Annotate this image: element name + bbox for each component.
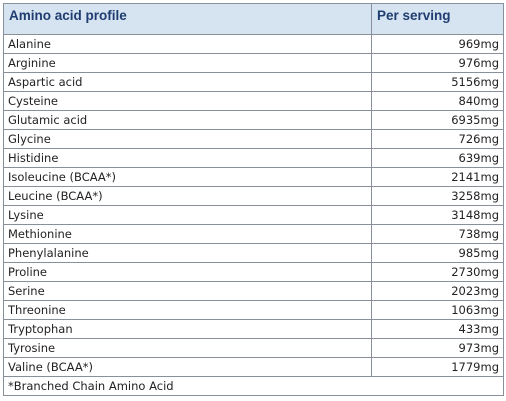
table-row bbox=[4, 339, 504, 358]
amino-acid-name: Cysteine bbox=[4, 92, 372, 111]
amino-acid-table-container bbox=[3, 3, 503, 396]
amount-per-serving: 2730mg bbox=[372, 263, 504, 282]
amino-acid-name: Methionine bbox=[4, 225, 372, 244]
table-row bbox=[4, 35, 504, 54]
footnote-row bbox=[4, 377, 504, 396]
amino-acid-table bbox=[3, 3, 504, 396]
table-row bbox=[4, 244, 504, 263]
table-row bbox=[4, 168, 504, 187]
amount-per-serving: 969mg bbox=[372, 35, 504, 54]
amino-acid-name: Threonine bbox=[4, 301, 372, 320]
amino-acid-name: Isoleucine (BCAA*) bbox=[4, 168, 372, 187]
amount-per-serving: 985mg bbox=[372, 244, 504, 263]
amino-acid-name: Glutamic acid bbox=[4, 111, 372, 130]
header-amino-acid-profile: Amino acid profile bbox=[4, 4, 372, 35]
table-row bbox=[4, 187, 504, 206]
amino-acid-name: Arginine bbox=[4, 54, 372, 73]
amino-acid-name: Serine bbox=[4, 282, 372, 301]
table-row bbox=[4, 301, 504, 320]
table-row bbox=[4, 111, 504, 130]
amino-acid-name: Tyrosine bbox=[4, 339, 372, 358]
table-row bbox=[4, 130, 504, 149]
table-row bbox=[4, 282, 504, 301]
table-row bbox=[4, 149, 504, 168]
table-row bbox=[4, 358, 504, 377]
amount-per-serving: 1779mg bbox=[372, 358, 504, 377]
amount-per-serving: 738mg bbox=[372, 225, 504, 244]
amino-acid-name: Proline bbox=[4, 263, 372, 282]
amount-per-serving: 5156mg bbox=[372, 73, 504, 92]
footnote-text: *Branched Chain Amino Acid bbox=[4, 377, 504, 396]
table-row bbox=[4, 92, 504, 111]
amount-per-serving: 1063mg bbox=[372, 301, 504, 320]
amount-per-serving: 3148mg bbox=[372, 206, 504, 225]
amount-per-serving: 433mg bbox=[372, 320, 504, 339]
amount-per-serving: 6935mg bbox=[372, 111, 504, 130]
amount-per-serving: 639mg bbox=[372, 149, 504, 168]
table-row bbox=[4, 73, 504, 92]
amount-per-serving: 973mg bbox=[372, 339, 504, 358]
amount-per-serving: 726mg bbox=[372, 130, 504, 149]
amount-per-serving: 976mg bbox=[372, 54, 504, 73]
table-row bbox=[4, 225, 504, 244]
amino-acid-name: Aspartic acid bbox=[4, 73, 372, 92]
header-per-serving: Per serving bbox=[372, 4, 504, 35]
amino-acid-name: Alanine bbox=[4, 35, 372, 54]
amino-acid-name: Tryptophan bbox=[4, 320, 372, 339]
amino-acid-name: Histidine bbox=[4, 149, 372, 168]
amino-acid-name: Valine (BCAA*) bbox=[4, 358, 372, 377]
table-row bbox=[4, 263, 504, 282]
amount-per-serving: 2141mg bbox=[372, 168, 504, 187]
table-row bbox=[4, 54, 504, 73]
table-row bbox=[4, 206, 504, 225]
amino-acid-name: Glycine bbox=[4, 130, 372, 149]
amino-acid-name: Leucine (BCAA*) bbox=[4, 187, 372, 206]
amount-per-serving: 840mg bbox=[372, 92, 504, 111]
amino-acid-name: Lysine bbox=[4, 206, 372, 225]
table-header-row bbox=[4, 4, 504, 35]
amino-acid-name: Phenylalanine bbox=[4, 244, 372, 263]
amount-per-serving: 2023mg bbox=[372, 282, 504, 301]
amount-per-serving: 3258mg bbox=[372, 187, 504, 206]
table-row bbox=[4, 320, 504, 339]
